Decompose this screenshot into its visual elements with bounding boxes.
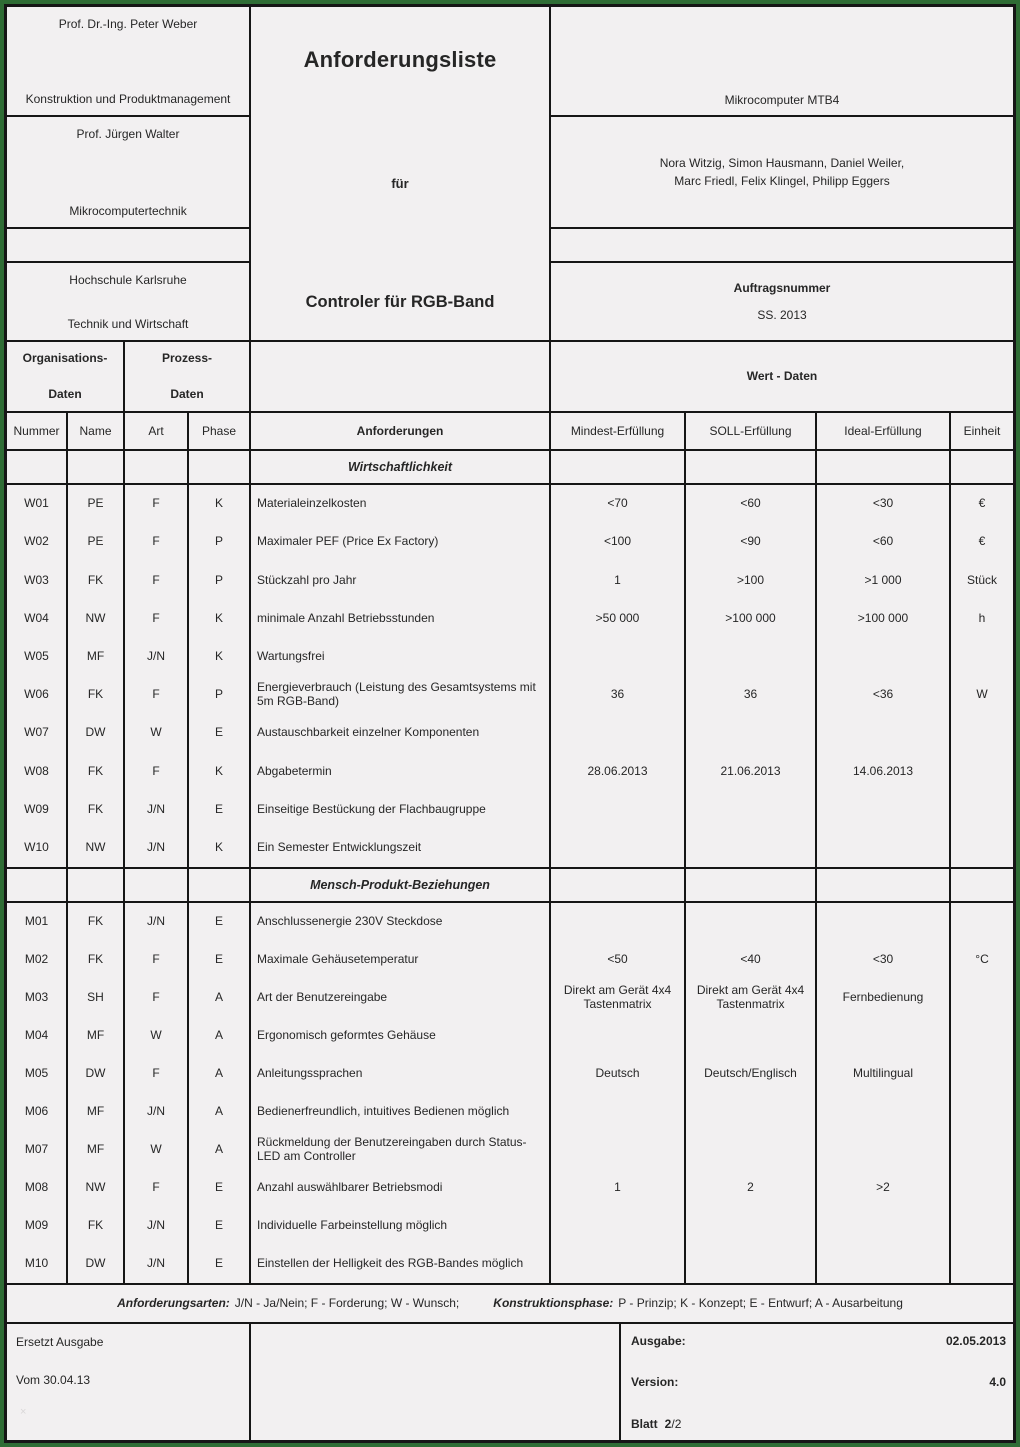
version-line (631, 1375, 1006, 1389)
cell-ideal (817, 1093, 951, 1131)
cell-art: F (125, 600, 189, 638)
group-process-data (125, 342, 251, 411)
empty-cell-right (551, 227, 1013, 261)
cell-phase: E (189, 1207, 251, 1245)
cell-art: F (125, 485, 189, 523)
group-wert-label: Wert - Daten (746, 369, 818, 383)
cell-phase: K (189, 829, 251, 867)
column-group-header (7, 342, 1013, 413)
col-header-ideal: Ideal-Erfüllung (817, 413, 951, 449)
group-org-line2: Daten (48, 387, 82, 401)
cell-soll (686, 1207, 817, 1245)
cell-phase: K (189, 485, 251, 523)
institution-faculty: Technik und Wirtschaft (67, 317, 189, 331)
group-proc-line2: Daten (170, 387, 204, 401)
legend-types-label: Anforderungsarten: (117, 1296, 230, 1311)
cell-nummer: M04 (7, 1017, 68, 1055)
cell-art: W (125, 714, 189, 752)
cell-einheit (951, 903, 1013, 941)
cell-einheit (951, 1055, 1013, 1093)
cell-mindest: Deutsch (551, 1055, 686, 1093)
project-cell (551, 7, 1013, 115)
cell-name: PE (68, 485, 125, 523)
cell-mindest: <50 (551, 941, 686, 979)
cell-einheit: € (978, 534, 986, 549)
title-for-word: für (391, 175, 409, 191)
cell-einheit (951, 1207, 1013, 1245)
cell-mindest: 1 (551, 1169, 686, 1207)
cell-phase: K (189, 638, 251, 676)
cell-art: F (125, 1169, 189, 1207)
cell-einheit (951, 752, 1013, 790)
cell-anforderung: Stückzahl pro Jahr (251, 561, 551, 599)
table-body-wirtschaftlichkeit (7, 485, 1013, 869)
cell-einheit: W (976, 687, 988, 702)
cell-nummer: W09 (7, 791, 68, 829)
cell-phase: A (189, 1055, 251, 1093)
cell-name: NW (68, 600, 125, 638)
table-body-mensch-produkt (7, 903, 1013, 1285)
cell-art: J/N (125, 903, 189, 941)
section-header-mensch-produkt (7, 869, 1013, 903)
legend-phases-text: P - Prinzip; K - Konzept; E - Entwurf; A - Ausarbeitung (618, 1296, 903, 1311)
authors-line-2: Marc Friedl, Felix Klingel, Philipp Eggers (674, 173, 890, 188)
cell-mindest: 1 (551, 561, 686, 599)
cell-mindest (551, 1093, 686, 1131)
cell-soll: >100 (686, 561, 817, 599)
supervisor-cell-2 (7, 115, 249, 227)
replaces-issue-date: Vom 30.04.13 (16, 1372, 91, 1387)
cell-anforderung: Maximaler PEF (Price Ex Factory) (251, 523, 551, 561)
department-1: Konstruktion und Produktmanagement (25, 92, 231, 106)
cell-name: FK (68, 561, 125, 599)
cell-name: NW (68, 829, 125, 867)
cell-soll: >100 000 (686, 600, 817, 638)
cell-ideal: >1 000 (817, 561, 951, 599)
cell-art: F (125, 752, 189, 790)
cell-name: DW (68, 1245, 125, 1283)
cell-soll (686, 638, 817, 676)
cell-soll (686, 1093, 817, 1131)
cell-mindest (551, 638, 686, 676)
group-org-line1: Organisations- (22, 351, 108, 365)
cell-art: F (125, 561, 189, 599)
authors-line-1: Nora Witzig, Simon Hausmann, Daniel Weiler, (659, 156, 905, 171)
cell-soll: <90 (686, 523, 817, 561)
cell-mindest (551, 1245, 686, 1283)
version-value: 4.0 (989, 1375, 1006, 1390)
cell-soll: 21.06.2013 (686, 752, 817, 790)
supervisor-name-1: Prof. Dr.-Ing. Peter Weber (58, 17, 198, 31)
cell-art: J/N (125, 1093, 189, 1131)
cell-nummer: W02 (7, 523, 68, 561)
cell-einheit (951, 1169, 1013, 1207)
footer-issue-cell (621, 1324, 1013, 1440)
issue-line (631, 1334, 1006, 1348)
cell-nummer: M06 (7, 1093, 68, 1131)
cell-einheit (951, 1093, 1013, 1131)
sheet-num: 2 (664, 1417, 672, 1431)
cell-name: FK (68, 752, 125, 790)
cell-name: MF (68, 1017, 125, 1055)
cell-ideal (817, 791, 951, 829)
cell-ideal (817, 1131, 951, 1169)
cell-anforderung: Energieverbrauch (Leistung des Gesamtsystems mit 5m RGB-Band) (251, 676, 551, 714)
footer-empty-cell (251, 1324, 621, 1440)
cell-anforderung: Ergonomisch geformtes Gehäuse (251, 1017, 551, 1055)
cell-anforderung: Rückmeldung der Benutzereingaben durch Status-LED am Controller (251, 1131, 551, 1169)
cell-art: W (125, 1017, 189, 1055)
cell-nummer: M02 (7, 941, 68, 979)
cell-ideal: <30 (817, 941, 951, 979)
order-number-value: SS. 2013 (757, 307, 807, 322)
cell-nummer: W03 (7, 561, 68, 599)
legend-row (7, 1285, 1013, 1324)
cell-einheit (951, 714, 1013, 752)
cell-einheit (951, 1017, 1013, 1055)
cell-soll (686, 1131, 817, 1169)
cell-mindest (551, 1017, 686, 1055)
cell-ideal: <36 (817, 676, 951, 714)
cell-phase: K (189, 600, 251, 638)
cell-mindest (551, 1207, 686, 1245)
cell-art: F (125, 941, 189, 979)
cell-mindest: 28.06.2013 (551, 752, 686, 790)
cell-name: MF (68, 1093, 125, 1131)
cell-art: J/N (125, 829, 189, 867)
cell-nummer: W07 (7, 714, 68, 752)
cell-phase: P (189, 523, 251, 561)
cell-name: DW (68, 714, 125, 752)
group-proc-line1: Prozess- (161, 351, 213, 365)
cell-name: FK (68, 903, 125, 941)
cell-einheit (951, 979, 1013, 1017)
cell-art: F (125, 979, 189, 1017)
authors-cell (551, 115, 1013, 227)
cell-einheit (951, 638, 1013, 676)
cell-soll (686, 903, 817, 941)
department-2: Mikrocomputertechnik (69, 204, 187, 218)
document-header (7, 7, 1013, 342)
cell-ideal: Fernbedienung (817, 979, 951, 1017)
cell-art: J/N (125, 1245, 189, 1283)
section-title: Wirtschaftlichkeit (251, 451, 551, 483)
cell-nummer: M03 (7, 979, 68, 1017)
cell-name: FK (68, 1207, 125, 1245)
cell-anforderung: Anleitungssprachen (251, 1055, 551, 1093)
order-number-label: Auftragsnummer (733, 281, 831, 296)
document-title: Anforderungsliste (303, 47, 497, 72)
cell-phase: E (189, 941, 251, 979)
cell-anforderung: Ein Semester Entwicklungszeit (251, 829, 551, 867)
supervisor-cell-1 (7, 7, 249, 115)
cell-soll (686, 1245, 817, 1283)
group-spacer (251, 342, 551, 411)
cell-name: FK (68, 941, 125, 979)
institution-name: Hochschule Karlsruhe (69, 273, 187, 287)
cell-mindest: >50 000 (551, 600, 686, 638)
cell-nummer: M05 (7, 1055, 68, 1093)
cell-phase: A (189, 1017, 251, 1055)
cell-phase: P (189, 676, 251, 714)
col-header-mindest: Mindest-Erfüllung (551, 413, 686, 449)
cell-mindest (551, 829, 686, 867)
cell-einheit (951, 1131, 1013, 1169)
cell-phase: E (189, 1245, 251, 1283)
cell-einheit (951, 1245, 1013, 1283)
cell-ideal (817, 1207, 951, 1245)
cell-anforderung: Materialeinzelkosten (251, 485, 551, 523)
col-header-art: Art (125, 413, 189, 449)
cell-nummer: W08 (7, 752, 68, 790)
cell-name: MF (68, 1131, 125, 1169)
cell-ideal: 14.06.2013 (817, 752, 951, 790)
cell-phase: K (189, 752, 251, 790)
issue-label: Ausgabe: (631, 1333, 686, 1348)
cell-mindest (551, 714, 686, 752)
replaces-issue-label: Ersetzt Ausgabe (16, 1334, 104, 1349)
cell-soll (686, 829, 817, 867)
cell-nummer: M01 (7, 903, 68, 941)
sheet-label: Blatt (631, 1417, 658, 1431)
requirements-list-sheet (4, 4, 1016, 1443)
cell-phase: E (189, 791, 251, 829)
institution-cell (7, 261, 249, 340)
cell-soll: <40 (686, 941, 817, 979)
supervisor-name-2: Prof. Jürgen Walter (76, 127, 180, 141)
cell-anforderung: Bedienerfreundlich, intuitives Bedienen möglich (251, 1093, 551, 1131)
cell-art: J/N (125, 791, 189, 829)
cell-mindest (551, 791, 686, 829)
cell-mindest (551, 1131, 686, 1169)
cell-anforderung: Anzahl auswählbarer Betriebsmodi (251, 1169, 551, 1207)
cell-anforderung: Anschlussenergie 230V Steckdose (251, 903, 551, 941)
legend-phases (493, 1296, 903, 1310)
section-title: Mensch-Produkt-Beziehungen (251, 869, 551, 901)
cell-anforderung: Wartungsfrei (251, 638, 551, 676)
cell-ideal (817, 638, 951, 676)
header-left-column (7, 7, 251, 340)
legend-phases-label: Konstruktionsphase: (493, 1296, 614, 1311)
issue-date: 02.05.2013 (945, 1333, 1006, 1348)
cell-mindest (551, 903, 686, 941)
footer (7, 1324, 1013, 1440)
cell-ideal (817, 714, 951, 752)
cell-art: F (125, 676, 189, 714)
cell-nummer: W01 (7, 485, 68, 523)
project-name: Mikrocomputer MTB4 (724, 93, 840, 107)
cell-ideal: >100 000 (817, 600, 951, 638)
cell-ideal: <30 (817, 485, 951, 523)
sheet-total: /2 (671, 1417, 682, 1431)
col-header-soll: SOLL-Erfüllung (686, 413, 817, 449)
cell-soll (686, 791, 817, 829)
cell-nummer: W06 (7, 676, 68, 714)
cell-anforderung: Maximale Gehäusetemperatur (251, 941, 551, 979)
cell-phase: A (189, 979, 251, 1017)
cell-ideal (817, 829, 951, 867)
cell-anforderung: Individuelle Farbeinstellung möglich (251, 1207, 551, 1245)
cell-soll (686, 714, 817, 752)
cell-nummer: M10 (7, 1245, 68, 1283)
cell-einheit: h (978, 610, 986, 625)
sheet-number (631, 1417, 681, 1431)
sheet-line (631, 1417, 1006, 1431)
cell-art: F (125, 523, 189, 561)
cell-anforderung: Einstellen der Helligkeit des RGB-Bandes möglich (251, 1245, 551, 1283)
cell-nummer: M09 (7, 1207, 68, 1245)
cell-anforderung: minimale Anzahl Betriebsstunden (251, 600, 551, 638)
cell-name: FK (68, 676, 125, 714)
cell-art: F (125, 1055, 189, 1093)
cell-soll (686, 1017, 817, 1055)
cell-einheit: °C (975, 951, 989, 966)
title-cell (251, 7, 551, 340)
footer-replaces-cell (7, 1324, 251, 1440)
group-org-data (7, 342, 125, 411)
cell-phase: E (189, 903, 251, 941)
cell-name: SH (68, 979, 125, 1017)
cell-phase: P (189, 561, 251, 599)
cell-art: J/N (125, 1207, 189, 1245)
cell-nummer: W05 (7, 638, 68, 676)
cell-mindest: 36 (551, 676, 686, 714)
cell-name: NW (68, 1169, 125, 1207)
cell-einheit: € (978, 496, 986, 511)
cell-soll: Deutsch/Englisch (686, 1055, 817, 1093)
cell-anforderung: Art der Benutzereingabe (251, 979, 551, 1017)
cell-ideal: >2 (817, 1169, 951, 1207)
group-value-data (551, 342, 1013, 411)
cell-ideal (817, 1017, 951, 1055)
cell-mindest: Direkt am Gerät 4x4 Tastenmatrix (551, 979, 686, 1017)
cell-ideal (817, 903, 951, 941)
cell-einheit (951, 791, 1013, 829)
cell-soll: 2 (686, 1169, 817, 1207)
col-header-einheit: Einheit (963, 424, 1001, 438)
cell-anforderung: Austauschbarkeit einzelner Komponenten (251, 714, 551, 752)
cell-einheit (951, 829, 1013, 867)
col-header-nummer: Nummer (7, 413, 68, 449)
cell-soll: 36 (686, 676, 817, 714)
cell-name: PE (68, 523, 125, 561)
cell-art: J/N (125, 638, 189, 676)
cell-phase: A (189, 1131, 251, 1169)
faint-mark: × (20, 1405, 27, 1418)
cell-mindest: <100 (551, 523, 686, 561)
section-header-wirtschaftlichkeit (7, 451, 1013, 485)
cell-phase: A (189, 1093, 251, 1131)
col-header-phase: Phase (189, 413, 251, 449)
col-header-name: Name (68, 413, 125, 449)
legend-types (117, 1296, 459, 1310)
cell-name: MF (68, 638, 125, 676)
cell-anforderung: Einseitige Bestückung der Flachbaugruppe (251, 791, 551, 829)
order-number-cell (551, 261, 1013, 340)
version-label: Version: (631, 1375, 679, 1390)
header-right-column (551, 7, 1013, 340)
cell-nummer: M08 (7, 1169, 68, 1207)
cell-einheit: Stück (966, 572, 997, 587)
cell-soll: <60 (686, 485, 817, 523)
cell-nummer: W04 (7, 600, 68, 638)
legend-types-text: J/N - Ja/Nein; F - Forderung; W - Wunsch; (234, 1296, 460, 1311)
cell-ideal: <60 (817, 523, 951, 561)
cell-name: FK (68, 791, 125, 829)
cell-ideal (817, 1245, 951, 1283)
cell-nummer: W10 (7, 829, 68, 867)
document-subject: Controler für RGB-Band (305, 293, 495, 311)
table-column-headers (7, 413, 1013, 451)
cell-soll: Direkt am Gerät 4x4 Tastenmatrix (686, 979, 817, 1017)
cell-art: W (125, 1131, 189, 1169)
col-header-anforderungen: Anforderungen (251, 413, 551, 449)
cell-phase: E (189, 714, 251, 752)
cell-ideal: Multilingual (817, 1055, 951, 1093)
cell-nummer: M07 (7, 1131, 68, 1169)
cell-phase: E (189, 1169, 251, 1207)
cell-mindest: <70 (551, 485, 686, 523)
empty-cell-left (7, 227, 249, 261)
cell-anforderung: Abgabetermin (251, 752, 551, 790)
cell-name: DW (68, 1055, 125, 1093)
